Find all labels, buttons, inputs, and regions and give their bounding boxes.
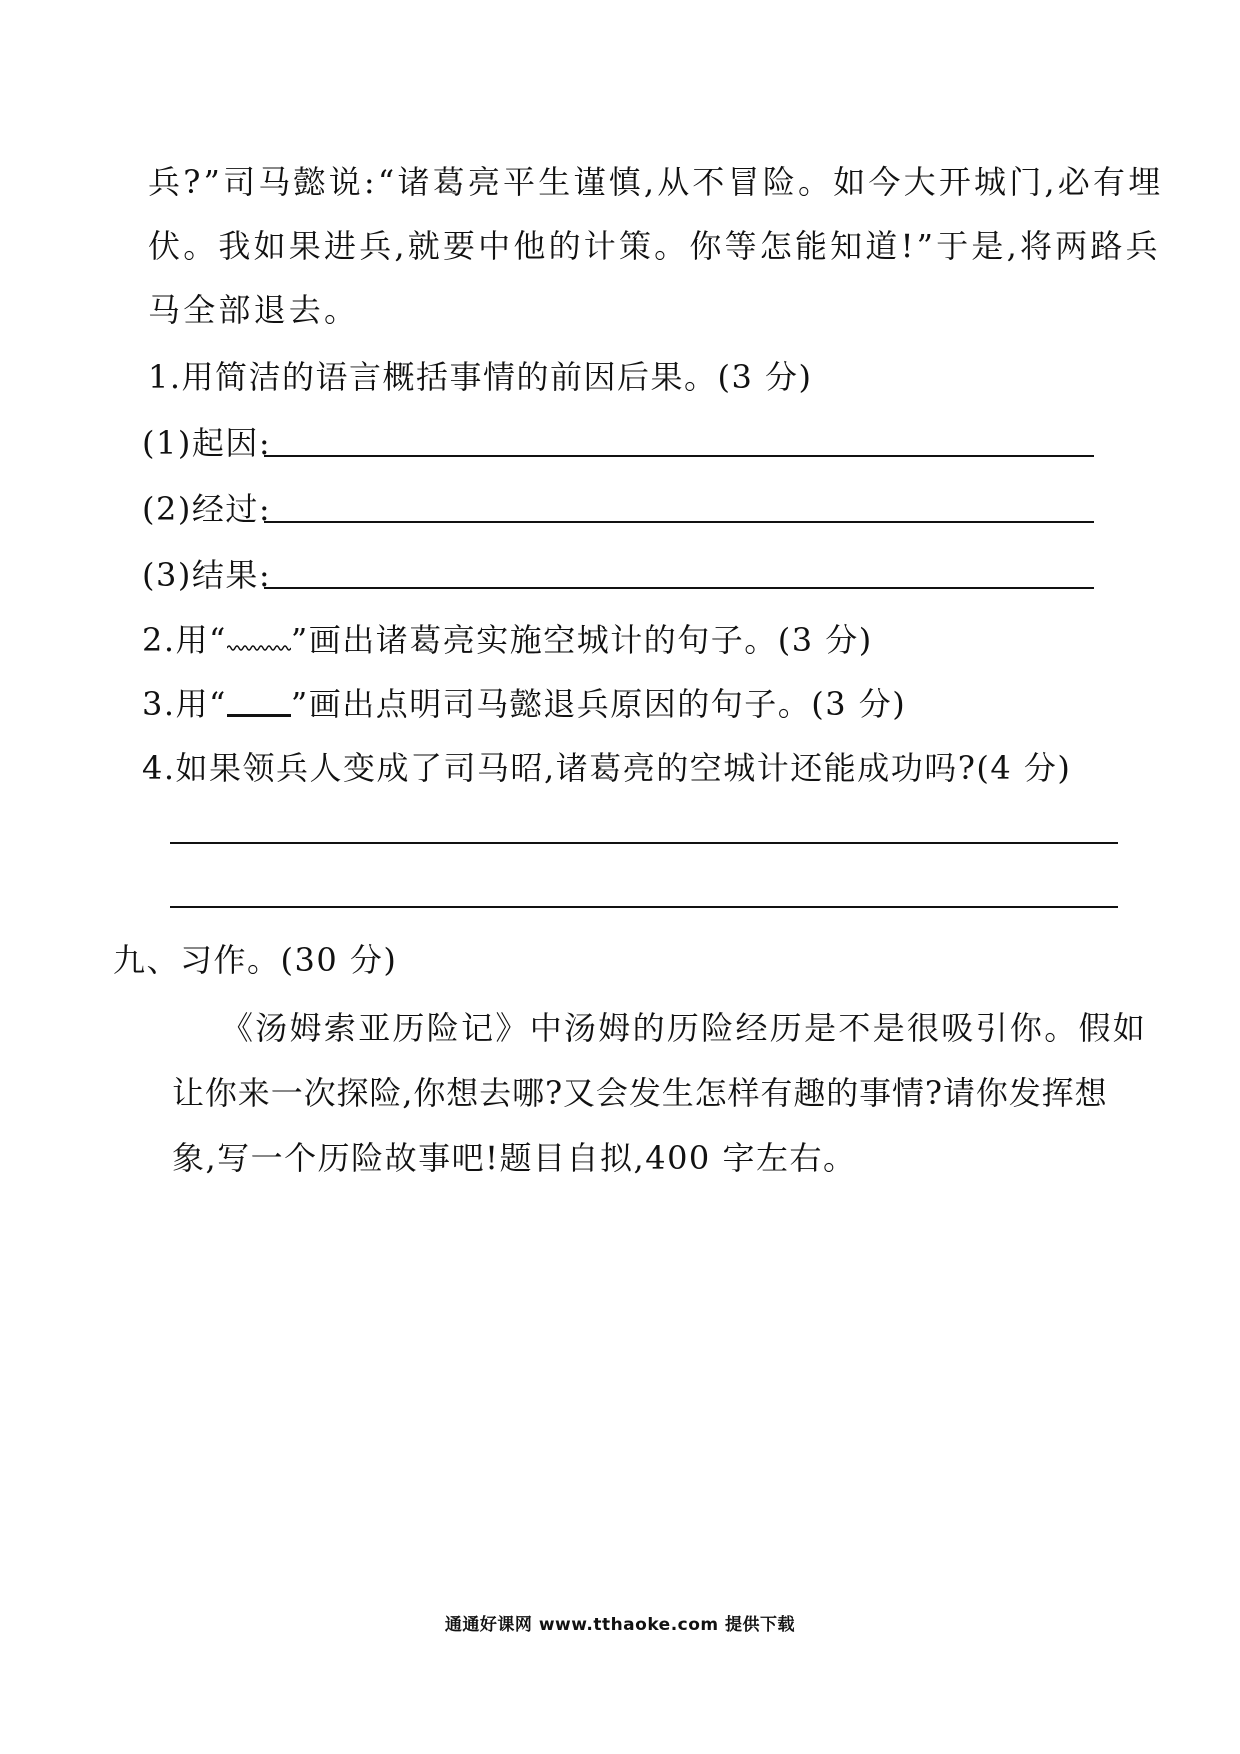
straight-underline-icon (227, 714, 291, 717)
composition-prompt-line-3: 象,写一个历险故事吧!题目自拟,400 字左右。 (172, 1139, 857, 1177)
question-2-prefix: 2.用“ (142, 621, 227, 659)
answer-blank-result[interactable] (264, 587, 1094, 589)
passage-line-3: 马全部退去。 (148, 291, 360, 329)
composition-prompt-line-1: 《汤姆索亚历险记》中汤姆的历险经历是不是很吸引你。假如 (221, 1009, 1148, 1047)
question-1-cause-label: (1)起因: (142, 424, 272, 462)
composition-heading: 九、习作。(30 分) (113, 941, 398, 979)
question-3-prefix: 3.用“ (142, 685, 227, 723)
question-3-suffix: ”画出点明司马懿退兵原因的句子。(3 分) (290, 685, 907, 723)
passage-line-2: 伏。我如果进兵,就要中他的计策。你等怎能知道!”于是,将两路兵 (148, 227, 1161, 265)
question-2 (142, 620, 873, 660)
answer-blank-q4-line-2[interactable] (170, 906, 1118, 908)
answer-blank-cause[interactable] (264, 455, 1094, 457)
passage-line-1: 兵?”司马懿说:“诸葛亮平生谨慎,从不冒险。如今大开城门,必有埋 (148, 163, 1164, 201)
question-3 (142, 684, 906, 724)
wavy-underline-icon (227, 641, 291, 655)
question-1-process-label: (2)经过: (142, 490, 272, 528)
question-4: 4.如果领兵人变成了司马昭,诸葛亮的空城计还能成功吗?(4 分) (142, 749, 1072, 787)
composition-prompt-line-2: 让你来一次探险,你想去哪?又会发生怎样有趣的事情?请你发挥想 (172, 1074, 1108, 1112)
question-2-suffix: ”画出诸葛亮实施空城计的句子。(3 分) (290, 621, 873, 659)
question-1-result-label: (3)结果: (142, 556, 272, 594)
answer-blank-process[interactable] (264, 521, 1094, 523)
question-1: 1.用简洁的语言概括事情的前因后果。(3 分) (148, 358, 813, 396)
download-footer: 通通好课网 www.tthaoke.com 提供下载 (444, 1615, 796, 1635)
answer-blank-q4-line-1[interactable] (170, 842, 1118, 844)
